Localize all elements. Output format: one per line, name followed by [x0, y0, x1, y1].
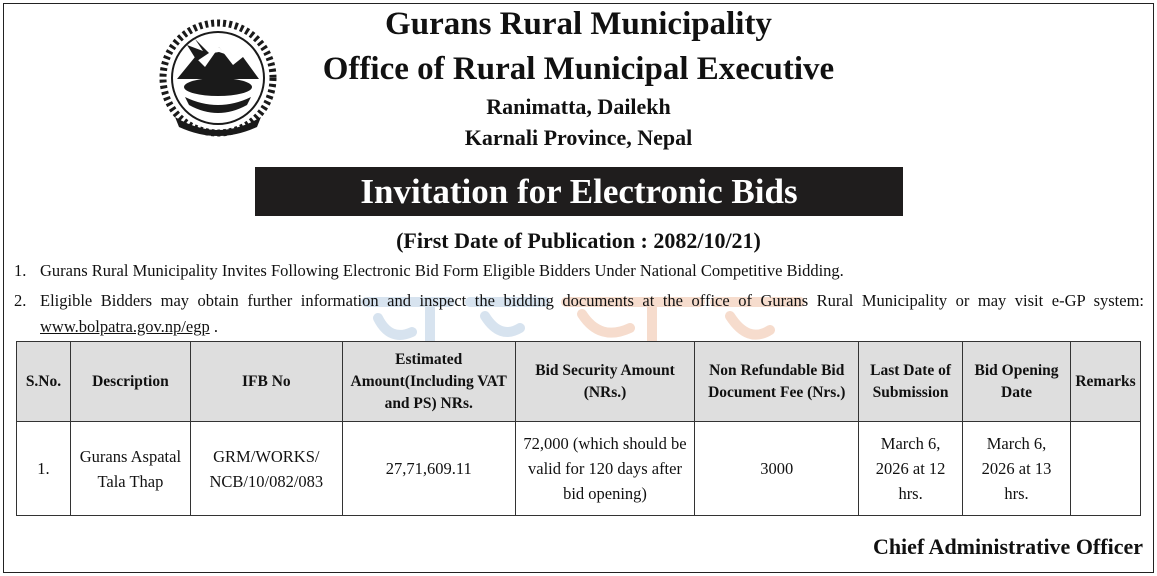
header-remarks: Remarks: [1070, 342, 1140, 422]
table-row: [17, 422, 1141, 516]
publication-date: (First Date of Publication : 2082/10/21): [396, 228, 761, 253]
table-header-row: [17, 342, 1141, 422]
paragraph-text: Gurans Rural Municipality Invites Following Electronic Bid Form Eligible Bidders Under National Competitive Bidding.: [40, 261, 844, 280]
signatory-title: Chief Administrative Officer: [872, 534, 1143, 559]
header-bid-security: Bid Security Amount (NRs.): [515, 342, 695, 422]
cell-remarks: [1070, 422, 1140, 516]
notice-title-banner: Invitation for Electronic Bids: [255, 167, 903, 216]
paragraph-tail: .: [209, 317, 218, 336]
cell-description: Gurans Aspatal Tala Thap: [70, 422, 190, 516]
paragraph-text: [14, 288, 1144, 340]
paragraph-number: 2.: [14, 291, 27, 310]
cell-document-fee: 3000: [695, 422, 859, 516]
cell-bid-security: 72,000 (which should be valid for 120 days after bid opening): [515, 422, 695, 516]
office-province: Karnali Province, Nepal: [464, 125, 693, 150]
header-description: Description: [70, 342, 190, 422]
header-bid-opening: Bid Opening Date: [963, 342, 1071, 422]
header-last-submission: Last Date of Submission: [859, 342, 963, 422]
paragraph-number: 1.: [14, 261, 27, 280]
paragraph-body: Eligible Bidders may obtain further information and inspect the bidding documents at the office of Gurans Rural Municipality or may visit e-GP system:: [40, 291, 1144, 310]
cell-bid-opening: March 6, 2026 at 13 hrs.: [963, 422, 1071, 516]
paragraph-2: [14, 288, 1144, 340]
header-sno: S.No.: [17, 342, 71, 422]
egp-link[interactable]: www.bolpatra.gov.np/egp: [40, 317, 210, 336]
cell-ifb-no: GRM/WORKS/ NCB/10/082/083: [190, 422, 342, 516]
cell-sno: 1.: [17, 422, 71, 516]
office-name: Office of Rural Municipal Executive: [322, 51, 835, 87]
cell-last-submission: March 6, 2026 at 12 hrs.: [859, 422, 963, 516]
cell-estimated-amount: 27,71,609.11: [342, 422, 515, 516]
header-document-fee: Non Refundable Bid Document Fee (Nrs.): [695, 342, 859, 422]
bid-table: [16, 341, 1141, 516]
paragraph-1: [14, 258, 1144, 284]
municipality-name: Gurans Rural Municipality: [385, 6, 772, 42]
office-address: Ranimatta, Dailekh: [486, 94, 671, 119]
header-estimated-amount: Estimated Amount(Including VAT and PS) NRs.: [342, 342, 515, 422]
header-ifb-no: IFB No: [190, 342, 342, 422]
